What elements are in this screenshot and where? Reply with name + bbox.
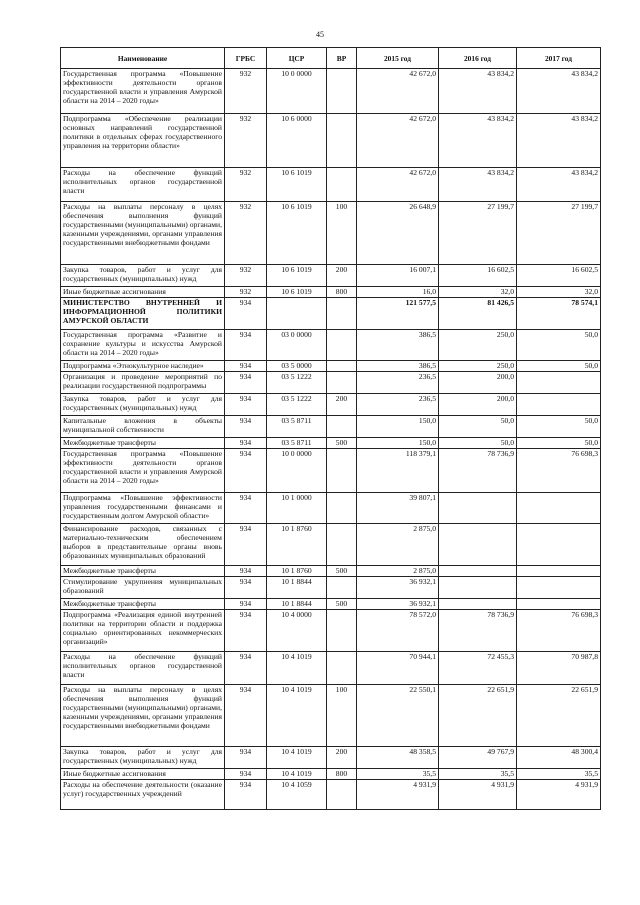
cell-csr: 10 6 1019: [267, 168, 327, 202]
cell-grbs: 934: [225, 566, 267, 577]
cell-2016: 81 426,5: [439, 298, 517, 330]
cell-name: Подпрограмма «Этнокультурное наследие»: [61, 361, 225, 372]
cell-2016: 16 602,5: [439, 265, 517, 287]
table-row: [61, 69, 601, 114]
cell-name: Финансирование расходов, связанных с материально-техническим обеспечением выборов в представительные органы вновь образованных муниципальных образований: [61, 524, 225, 566]
cell-2015: 150,0: [357, 438, 439, 449]
cell-2017: 76 698,3: [517, 449, 601, 493]
cell-2015: 16 007,1: [357, 265, 439, 287]
cell-2016: 32,0: [439, 287, 517, 298]
cell-grbs: 934: [225, 394, 267, 416]
cell-2015: 42 672,0: [357, 114, 439, 168]
cell-2016: [439, 524, 517, 566]
cell-2016: 78 736,9: [439, 449, 517, 493]
cell-name: Государственная программа «Повышение эффективности деятельности органов государственной власти и управления Амурской области на 2014 – 2020 годы»: [61, 449, 225, 493]
cell-name: Организация и проведение мероприятий по реализации государственной подпрограммы: [61, 372, 225, 394]
cell-name: Подпрограмма «Повышение эффективности управления государственными финансами и государственным долгом Амурской области»: [61, 493, 225, 524]
cell-2015: 386,5: [357, 361, 439, 372]
cell-grbs: 934: [225, 449, 267, 493]
cell-grbs: 934: [225, 372, 267, 394]
cell-2015: 36 932,1: [357, 599, 439, 610]
cell-csr: 10 1 8844: [267, 599, 327, 610]
cell-grbs: 934: [225, 780, 267, 810]
table-row: [61, 298, 601, 330]
cell-vr: 500: [327, 566, 357, 577]
table-row: [61, 769, 601, 780]
header-name: Наименование: [61, 48, 225, 69]
cell-name: Межбюджетные трансферты: [61, 438, 225, 449]
cell-name: Расходы на выплаты персоналу в целях обеспечения выполнения функций государственными (муниципальными) органами, казенными учреждениями, органами управления государственными внебюджетными фондами: [61, 202, 225, 265]
cell-csr: 10 0 0000: [267, 449, 327, 493]
table-row: [61, 577, 601, 599]
page-number: 45: [316, 30, 324, 39]
cell-2017: 43 834,2: [517, 69, 601, 114]
cell-grbs: 934: [225, 769, 267, 780]
table-row: [61, 361, 601, 372]
cell-vr: 800: [327, 287, 357, 298]
cell-csr: 10 1 0000: [267, 493, 327, 524]
table-row: [61, 265, 601, 287]
budget-table: [60, 47, 601, 810]
cell-2016: 200,0: [439, 394, 517, 416]
cell-2015: 42 672,0: [357, 69, 439, 114]
cell-vr: 500: [327, 599, 357, 610]
cell-2017: 32,0: [517, 287, 601, 298]
cell-2015: 70 944,1: [357, 652, 439, 685]
cell-2015: 36 932,1: [357, 577, 439, 599]
cell-vr: [327, 114, 357, 168]
cell-csr: 10 6 0000: [267, 114, 327, 168]
cell-grbs: 934: [225, 610, 267, 652]
cell-grbs: 934: [225, 685, 267, 747]
cell-grbs: 932: [225, 265, 267, 287]
cell-vr: [327, 780, 357, 810]
cell-grbs: 934: [225, 298, 267, 330]
cell-2016: [439, 566, 517, 577]
cell-csr: 10 4 0000: [267, 610, 327, 652]
cell-grbs: 934: [225, 330, 267, 361]
cell-2017: 22 651,9: [517, 685, 601, 747]
cell-grbs: 932: [225, 202, 267, 265]
table-row: [61, 780, 601, 810]
cell-vr: 200: [327, 265, 357, 287]
cell-csr: 10 6 1019: [267, 265, 327, 287]
cell-2016: 50,0: [439, 416, 517, 438]
table-row: [61, 438, 601, 449]
table-row: [61, 394, 601, 416]
cell-vr: 200: [327, 394, 357, 416]
cell-2017: [517, 524, 601, 566]
cell-2017: 76 698,3: [517, 610, 601, 652]
cell-name: Межбюджетные трансферты: [61, 566, 225, 577]
cell-csr: 10 1 8844: [267, 577, 327, 599]
cell-2017: [517, 493, 601, 524]
cell-name: Иные бюджетные ассигнования: [61, 769, 225, 780]
cell-vr: 100: [327, 685, 357, 747]
table-row: [61, 449, 601, 493]
cell-name: Капитальные вложения в объекты муниципальной собственности: [61, 416, 225, 438]
cell-name: Расходы на выплаты персоналу в целях обеспечения выполнения функций государственными (муниципальными) органами, казенными учреждениями, органами управления государственными внебюджетными фондами: [61, 685, 225, 747]
cell-2016: 22 651,9: [439, 685, 517, 747]
table-row: [61, 114, 601, 168]
cell-name: Расходы на обеспечение деятельности (оказание услуг) государственных учреждений: [61, 780, 225, 810]
cell-grbs: 934: [225, 438, 267, 449]
cell-grbs: 934: [225, 416, 267, 438]
cell-vr: [327, 524, 357, 566]
cell-csr: 03 5 0000: [267, 361, 327, 372]
cell-2016: 43 834,2: [439, 69, 517, 114]
cell-name: Стимулирование укрупнения муниципальных образований: [61, 577, 225, 599]
cell-2016: 250,0: [439, 361, 517, 372]
cell-csr: [267, 298, 327, 330]
cell-2017: 78 574,1: [517, 298, 601, 330]
cell-2015: 39 807,1: [357, 493, 439, 524]
cell-vr: [327, 168, 357, 202]
cell-2017: [517, 566, 601, 577]
cell-2017: [517, 372, 601, 394]
cell-2016: 43 834,2: [439, 168, 517, 202]
cell-vr: [327, 330, 357, 361]
cell-2017: 48 300,4: [517, 747, 601, 769]
cell-2017: 70 987,8: [517, 652, 601, 685]
table-header-row: [61, 48, 601, 69]
cell-2015: 78 572,0: [357, 610, 439, 652]
cell-name: Межбюджетные трансферты: [61, 599, 225, 610]
cell-csr: 10 1 8760: [267, 524, 327, 566]
cell-vr: [327, 577, 357, 599]
cell-2017: [517, 599, 601, 610]
cell-vr: [327, 69, 357, 114]
cell-name: Закупка товаров, работ и услуг для государственных (муниципальных) нужд: [61, 747, 225, 769]
cell-2017: 35,5: [517, 769, 601, 780]
cell-name: Подпрограмма «Реализация единой внутренней политики на территории области и поддержка социально ориентированных некоммерческих организаций»: [61, 610, 225, 652]
cell-csr: 10 4 1019: [267, 769, 327, 780]
cell-csr: 10 6 1019: [267, 202, 327, 265]
cell-2015: 2 875,0: [357, 566, 439, 577]
cell-csr: 10 0 0000: [267, 69, 327, 114]
cell-2015: 121 577,5: [357, 298, 439, 330]
cell-2015: 150,0: [357, 416, 439, 438]
cell-2015: 4 931,9: [357, 780, 439, 810]
cell-2017: 50,0: [517, 330, 601, 361]
cell-2015: 236,5: [357, 372, 439, 394]
cell-vr: [327, 298, 357, 330]
cell-name: Подпрограмма «Обеспечение реализации основных направлений государственной политики в отдельных сферах государственного управления на территории области»: [61, 114, 225, 168]
cell-2017: [517, 577, 601, 599]
cell-csr: 10 6 1019: [267, 287, 327, 298]
cell-2015: 2 875,0: [357, 524, 439, 566]
cell-csr: 10 4 1019: [267, 685, 327, 747]
cell-2017: 50,0: [517, 361, 601, 372]
cell-vr: [327, 449, 357, 493]
table-row: [61, 416, 601, 438]
header-2016: 2016 год: [439, 48, 517, 69]
cell-vr: [327, 610, 357, 652]
table-row: [61, 685, 601, 747]
cell-2017: 16 602,5: [517, 265, 601, 287]
cell-2016: 200,0: [439, 372, 517, 394]
cell-2016: [439, 599, 517, 610]
cell-grbs: 932: [225, 287, 267, 298]
table-row: [61, 747, 601, 769]
table-row: [61, 330, 601, 361]
cell-vr: [327, 652, 357, 685]
cell-2017: 27 199,7: [517, 202, 601, 265]
cell-csr: 10 4 1019: [267, 747, 327, 769]
cell-2016: 78 736,9: [439, 610, 517, 652]
cell-name: Закупка товаров, работ и услуг для государственных (муниципальных) нужд: [61, 265, 225, 287]
cell-csr: 10 4 1019: [267, 652, 327, 685]
cell-2017: 4 931,9: [517, 780, 601, 810]
table-row: [61, 202, 601, 265]
cell-grbs: 934: [225, 361, 267, 372]
cell-grbs: 932: [225, 69, 267, 114]
cell-2016: 43 834,2: [439, 114, 517, 168]
table-row: [61, 168, 601, 202]
cell-2015: 118 379,1: [357, 449, 439, 493]
cell-grbs: 934: [225, 747, 267, 769]
cell-name: МИНИСТЕРСТВО ВНУТРЕННЕЙ И ИНФОРМАЦИОННОЙ ПОЛИТИКИ АМУРСКОЙ ОБЛАСТИ: [61, 298, 225, 330]
table-row: [61, 524, 601, 566]
cell-2016: 49 767,9: [439, 747, 517, 769]
cell-2017: 43 834,2: [517, 114, 601, 168]
table-row: [61, 566, 601, 577]
header-grbs: ГРБС: [225, 48, 267, 69]
cell-2015: 386,5: [357, 330, 439, 361]
header-vr: ВР: [327, 48, 357, 69]
cell-name: Расходы на обеспечение функций исполнительных органов государственной власти: [61, 168, 225, 202]
cell-2016: 250,0: [439, 330, 517, 361]
cell-csr: 03 5 8711: [267, 416, 327, 438]
cell-name: Государственная программа «Повышение эффективности деятельности органов государственной власти и управления Амурской области на 2014 – 2020 годы»: [61, 69, 225, 114]
cell-2017: 50,0: [517, 438, 601, 449]
cell-vr: [327, 416, 357, 438]
cell-2016: 4 931,9: [439, 780, 517, 810]
cell-grbs: 934: [225, 577, 267, 599]
cell-grbs: 934: [225, 524, 267, 566]
cell-csr: 10 4 1059: [267, 780, 327, 810]
table-row: [61, 652, 601, 685]
table-body: [61, 69, 601, 810]
cell-grbs: 932: [225, 168, 267, 202]
cell-csr: 03 5 8711: [267, 438, 327, 449]
cell-2016: [439, 577, 517, 599]
cell-vr: 500: [327, 438, 357, 449]
cell-vr: 800: [327, 769, 357, 780]
table-row: [61, 372, 601, 394]
cell-2016: 50,0: [439, 438, 517, 449]
cell-2017: 50,0: [517, 416, 601, 438]
cell-vr: 100: [327, 202, 357, 265]
cell-2016: 72 455,3: [439, 652, 517, 685]
cell-2015: 26 648,9: [357, 202, 439, 265]
table-row: [61, 287, 601, 298]
cell-grbs: 934: [225, 599, 267, 610]
cell-csr: 10 1 8760: [267, 566, 327, 577]
header-2015: 2015 год: [357, 48, 439, 69]
cell-vr: [327, 372, 357, 394]
cell-csr: 03 5 1222: [267, 394, 327, 416]
cell-csr: 03 5 1222: [267, 372, 327, 394]
cell-csr: 03 0 0000: [267, 330, 327, 361]
cell-2015: 42 672,0: [357, 168, 439, 202]
cell-2015: 35,5: [357, 769, 439, 780]
cell-2017: 43 834,2: [517, 168, 601, 202]
cell-2015: 236,5: [357, 394, 439, 416]
cell-2017: [517, 394, 601, 416]
cell-2015: 48 358,5: [357, 747, 439, 769]
cell-2015: 16,0: [357, 287, 439, 298]
cell-name: Иные бюджетные ассигнования: [61, 287, 225, 298]
header-csr: ЦСР: [267, 48, 327, 69]
cell-vr: [327, 493, 357, 524]
cell-grbs: 934: [225, 493, 267, 524]
cell-grbs: 934: [225, 652, 267, 685]
table-row: [61, 610, 601, 652]
cell-2015: 22 550,1: [357, 685, 439, 747]
table-row: [61, 599, 601, 610]
cell-name: Закупка товаров, работ и услуг для государственных (муниципальных) нужд: [61, 394, 225, 416]
header-2017: 2017 год: [517, 48, 601, 69]
cell-2016: 27 199,7: [439, 202, 517, 265]
table-row: [61, 493, 601, 524]
cell-name: Государственная программа «Развитие и сохранение культуры и искусства Амурской области на 2014 – 2020 годы»: [61, 330, 225, 361]
cell-2016: [439, 493, 517, 524]
cell-2016: 35,5: [439, 769, 517, 780]
cell-grbs: 932: [225, 114, 267, 168]
cell-vr: 200: [327, 747, 357, 769]
cell-name: Расходы на обеспечение функций исполнительных органов государственной власти: [61, 652, 225, 685]
cell-vr: [327, 361, 357, 372]
